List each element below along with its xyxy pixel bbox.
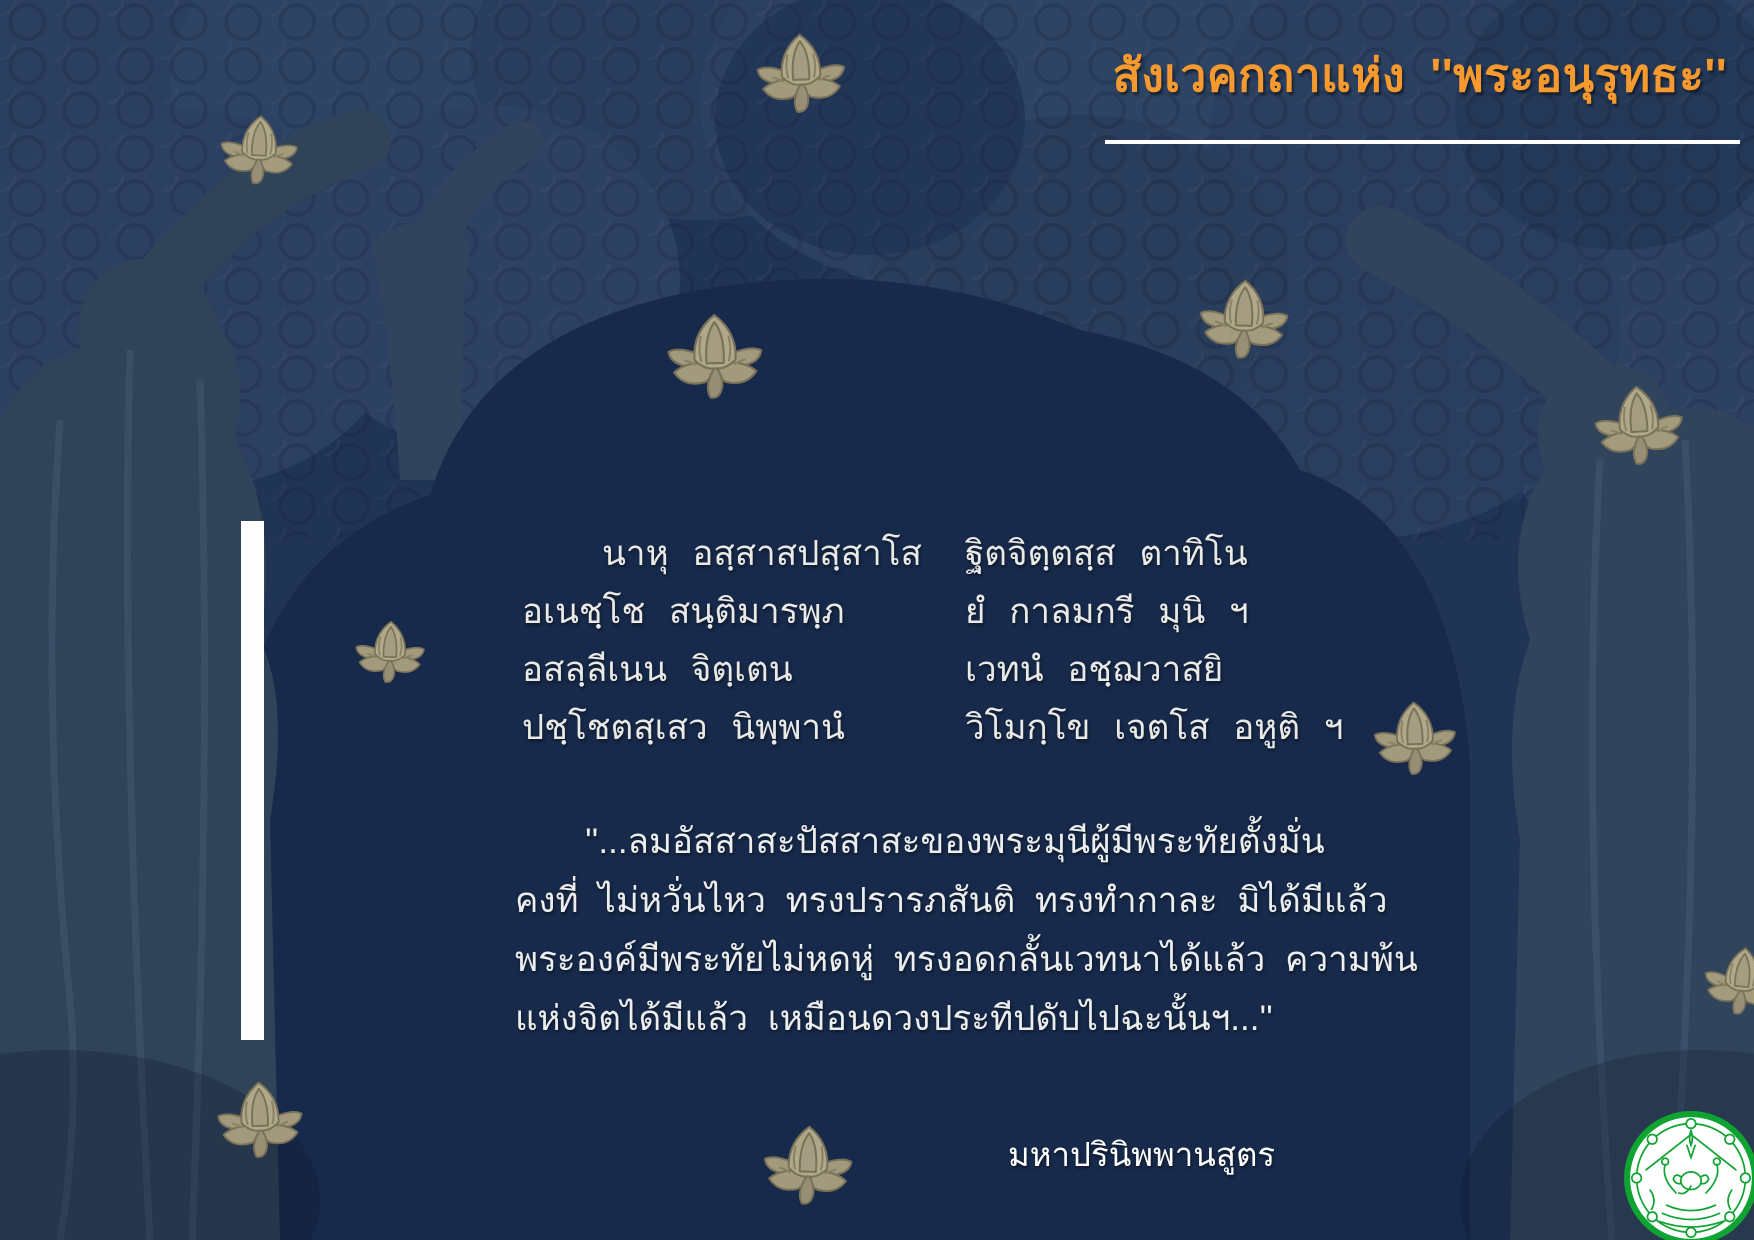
- verse-line: เวทนํ อชฺฌวาสยิ: [965, 649, 1224, 689]
- verse-line: ฐิตจิตฺตสฺส ตาทิโน: [965, 533, 1248, 573]
- lotus-flower-icon: [208, 109, 310, 191]
- verse-line: อเนชฺโช สนฺติมารพฺภ: [522, 591, 845, 631]
- quote-line: ''...ลมอัสสาสะปัสสาสะของพระมุนีผู้มีพระทัยตั้งมั่น: [585, 822, 1325, 861]
- lotus-flower-icon: [205, 1076, 316, 1165]
- quote-line: คงที่ ไม่หวั่นไหว ทรงปรารภสันติ ทรงทำกาละ มิได้มีแล้ว: [515, 881, 1388, 920]
- lotus-flower-icon: [1186, 274, 1301, 366]
- slide-title: สังเวคกถาแห่ง ''พระอนุรุทธะ'': [1112, 49, 1728, 101]
- verse-line: อสลฺลีเนน จิตฺเตน: [522, 649, 793, 689]
- quote-line: พระองค์มีพระทัยไม่หดหู่ ทรงอดกลั้นเวทนาได้แล้ว ความพ้น: [515, 940, 1418, 979]
- pali-verse-right-column: [965, 524, 1343, 756]
- lotus-flower-icon: [1362, 696, 1469, 781]
- lotus-flower-icon: [1690, 939, 1754, 1024]
- verse-line: นาหุ อสฺสาสปสฺสาโส: [602, 533, 922, 573]
- lotus-flower-icon: [743, 28, 858, 120]
- lotus-flower-icon: [654, 309, 776, 405]
- quote-paragraph: [515, 812, 1418, 1048]
- ganesha-emblem-icon: [1623, 1110, 1754, 1240]
- verse-line: วิโมกฺโข เจตโส อหูติ ฯ: [965, 707, 1344, 747]
- verse-line: ยํ กาลมกรี มุนิ ฯ: [965, 591, 1249, 631]
- left-accent-bar: [241, 521, 264, 1040]
- title-underline: [1105, 140, 1740, 144]
- lotus-flower-icon: [1580, 378, 1698, 474]
- source-caption: มหาปรินิพพานสูตร: [1008, 1136, 1276, 1173]
- quote-line: แห่งจิตได้มีแล้ว เหมือนดวงประทีปดับไปฉะนั้นฯ...'': [515, 999, 1273, 1038]
- lotus-flower-icon: [345, 616, 435, 688]
- pali-verse-left-column: [522, 524, 922, 756]
- verse-line: ปชฺโชตสฺเสว นิพฺพานํ: [522, 707, 845, 747]
- lotus-flower-icon: [750, 1120, 865, 1212]
